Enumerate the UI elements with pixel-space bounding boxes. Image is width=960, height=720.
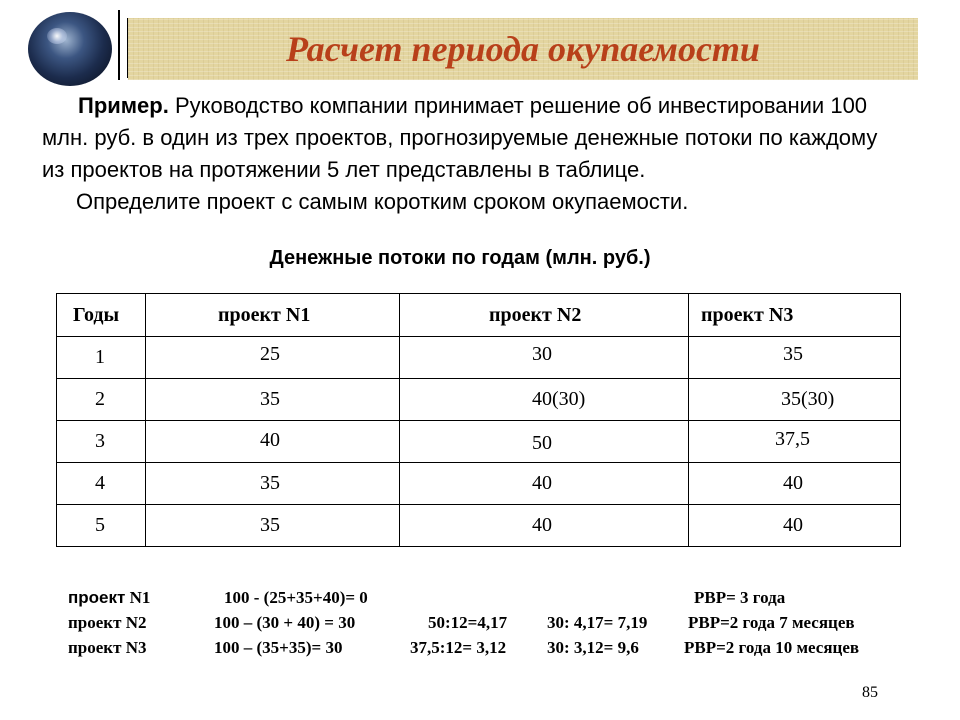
example-text: Руководство компании принимает решение об инвестировании 100 млн. руб. в один из трех проектов, прогнозируемые денежные потоки по каждому из проектов на протяжении 5 лет представлены в таблице. <box>42 93 878 182</box>
table-row <box>57 337 901 379</box>
cell-year: 1 <box>57 337 146 379</box>
calc-result-2: PBP=2 года 7 месяцев <box>688 613 855 632</box>
cell-year: 3 <box>57 421 146 463</box>
calc-step1-2: 50:12=4,17 <box>428 613 508 632</box>
header-project-2: проект N2 <box>400 294 689 337</box>
cashflow-table <box>56 293 901 547</box>
calc-step1-3: 37,5:12= 3,12 <box>410 638 507 657</box>
cell-p1: 35 <box>146 463 400 505</box>
slide-title: Расчет периода окупаемости <box>286 29 760 69</box>
cell-p2: 30 <box>400 337 689 379</box>
cell-year: 2 <box>57 379 146 421</box>
cell-p1: 40 <box>146 421 400 463</box>
calc-step2-2: 30: 4,17= 7,19 <box>547 613 648 632</box>
calc-result-3: PBP=2 года 10 месяцев <box>684 638 860 657</box>
cell-p1: 35 <box>146 505 400 547</box>
table-row <box>57 463 901 505</box>
header-divider <box>118 10 120 80</box>
table-row <box>57 421 901 463</box>
cell-p2: 40 <box>400 505 689 547</box>
calc-formula-2: 100 – (30 + 40) = 30 <box>214 613 356 632</box>
header-project-3: проект N3 <box>689 294 901 337</box>
calc-formula-1: 100 - (25+35+40)= 0 <box>224 588 368 607</box>
globe-logo <box>28 12 112 86</box>
cell-p1: 25 <box>146 337 400 379</box>
cell-p2: 50 <box>400 421 689 463</box>
table-row <box>57 505 901 547</box>
table-row <box>57 379 901 421</box>
calc-label-1-bold: проект <box>68 588 126 607</box>
calc-label-1-rest: N1 <box>125 588 151 607</box>
calc-formula-3: 100 – (35+35)= 30 <box>214 638 343 657</box>
calc-label-3: проект N3 <box>68 638 147 657</box>
calc-step2-3: 30: 3,12= 9,6 <box>547 638 639 657</box>
cell-p2: 40(30) <box>400 379 689 421</box>
example-paragraph <box>42 90 902 186</box>
globe-highlight <box>47 28 67 44</box>
cell-p2: 40 <box>400 463 689 505</box>
calc-result-1: PBP= 3 года <box>694 588 786 607</box>
task-paragraph: Определите проект с самым коротким сроком окупаемости. <box>76 189 689 214</box>
table-caption: Денежные потоки по годам (млн. руб.) <box>269 247 651 269</box>
cell-p1: 35 <box>146 379 400 421</box>
header-years: Годы <box>57 294 146 337</box>
cell-year: 4 <box>57 463 146 505</box>
example-label: Пример. <box>78 93 169 118</box>
header-project-1: проект N1 <box>146 294 400 337</box>
intro-text <box>42 90 902 218</box>
cell-p3: 40 <box>689 505 901 547</box>
calc-label-2: проект N2 <box>68 613 147 632</box>
cell-p3: 35 <box>689 337 901 379</box>
cell-year: 5 <box>57 505 146 547</box>
cell-p3: 35(30) <box>689 379 901 421</box>
page-number: 85 <box>862 684 878 701</box>
table-header-row <box>57 294 901 337</box>
calc-label-1 <box>68 588 150 608</box>
cell-p3: 40 <box>689 463 901 505</box>
cell-p3: 37,5 <box>689 421 901 463</box>
